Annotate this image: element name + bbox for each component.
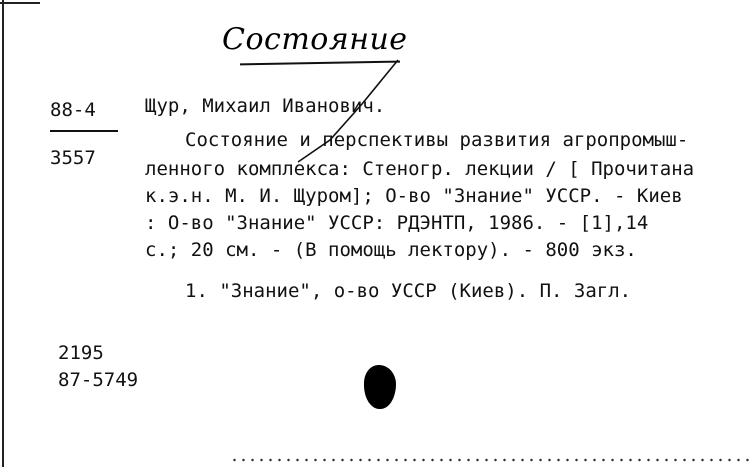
- call-number-bottom: 3557: [50, 147, 96, 169]
- author-line: Щур, Михаил Иванович.: [145, 95, 386, 117]
- description-line-3: : О-во "Знание" УССР: РДЭНТП, 1986. - [1],14: [145, 212, 649, 234]
- call-number-divider: [50, 130, 118, 132]
- handwritten-heading: Состояние: [222, 22, 408, 57]
- title-line: Состояние и перспективы развития агропромыш-: [185, 129, 689, 151]
- card-bottom-edge: [230, 458, 750, 462]
- description-line-1: ленного комплекса: Стеногр. лекции / [ Прочитана: [145, 158, 695, 180]
- description-line-4: с.; 20 см. - (В помощь лектору). - 800 экз.: [145, 239, 637, 261]
- bottom-number-2: 87-5749: [58, 369, 139, 391]
- call-number-top: 88-4: [50, 99, 96, 121]
- description-line-2: к.э.н. М. И. Щуром]; О-во "Знание" УССР. - Киев: [145, 185, 683, 207]
- subject-line: 1. "Знание", о-во УССР (Киев). П. Загл.: [185, 280, 632, 302]
- bottom-number-1: 2195: [58, 342, 104, 364]
